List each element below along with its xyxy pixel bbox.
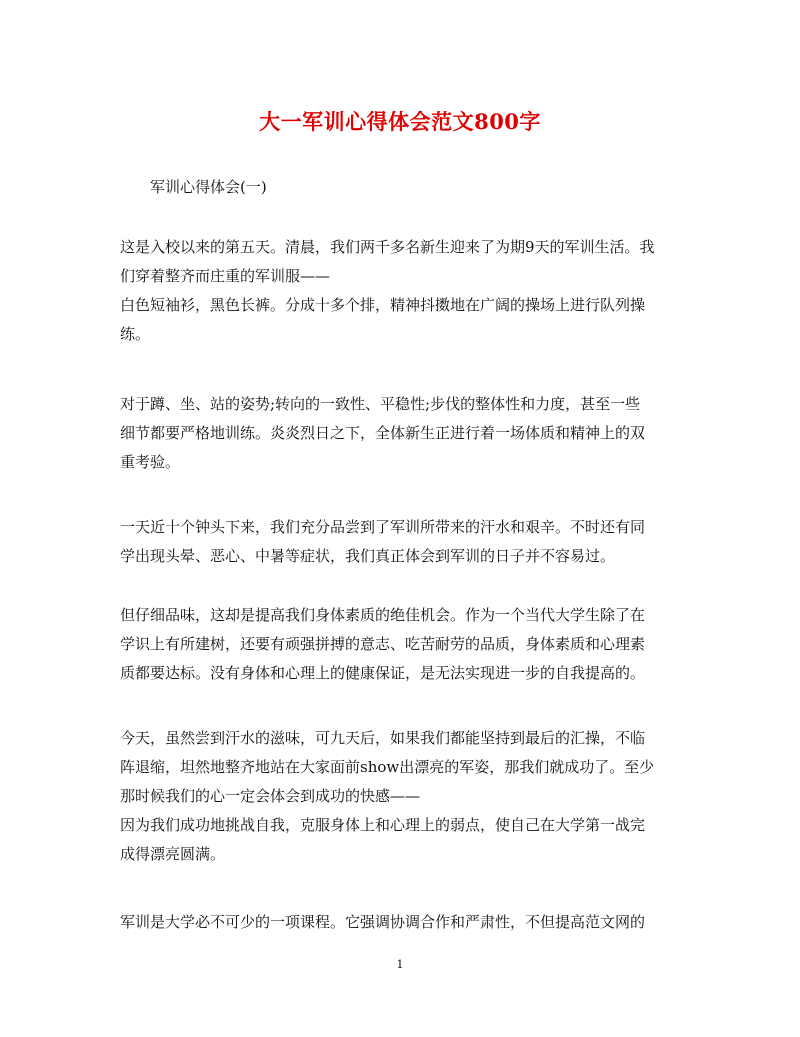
- page-number: 1: [396, 958, 404, 971]
- paragraph-line: 军训是大学必不可少的一项课程。它强调协调合作和严肃性，不但提高范文网的: [120, 913, 646, 931]
- paragraph-line: 今天，虽然尝到汗水的滋味，可九天后，如果我们都能坚持到最后的汇操，不临: [120, 729, 646, 747]
- paragraph-2: [120, 390, 690, 477]
- paragraph-line: 学出现头晕、恶心、中暑等症状，我们真正体会到军训的日子并不容易过。: [120, 547, 616, 565]
- paragraph-line: 重考验。: [120, 453, 181, 471]
- paragraph-1: [120, 233, 690, 349]
- paragraph-line: 白色短袖衫，黑色长裤。分成十多个排，精神抖擞地在广阔的操场上进行队列操: [120, 296, 646, 314]
- paragraph-6: [120, 908, 690, 937]
- document-title: 大一军训心得体会范文800字: [259, 109, 541, 134]
- paragraph-line: 阵退缩，坦然地整齐地站在大家面前show出漂亮的军姿，那我们就成功了。至少: [120, 758, 655, 776]
- paragraph-line: 一天近十个钟头下来，我们充分品尝到了军训所带来的汗水和艰辛。不时还有同: [120, 518, 646, 536]
- paragraph-line: 对于蹲、坐、站的姿势;转向的一致性、平稳性;步伐的整体性和力度，甚至一些: [120, 395, 641, 413]
- paragraph-3: [120, 513, 690, 571]
- paragraph-5: [120, 724, 690, 869]
- paragraph-line: 练。: [120, 325, 151, 343]
- section-subheading: 军训心得体会(一): [150, 178, 267, 196]
- paragraph-line: 成得漂亮圆满。: [120, 845, 226, 863]
- paragraph-line: 细节都要严格地训练。炎炎烈日之下，全体新生正进行着一场体质和精神上的双: [120, 424, 646, 442]
- paragraph-line: 学识上有所建树，还要有顽强拼搏的意志、吃苦耐劳的品质，身体素质和心理素: [120, 635, 646, 653]
- paragraph-line: 们穿着整齐而庄重的军训服——: [120, 267, 331, 285]
- paragraph-line: 因为我们成功地挑战自我，克服身体上和心理上的弱点，使自己在大学第一战完: [120, 816, 646, 834]
- paragraph-4: [120, 601, 690, 688]
- paragraph-line: 质都要达标。没有身体和心理上的健康保证，是无法实现进一步的自我提高的。: [120, 664, 646, 682]
- paragraph-line: 但仔细品味，这却是提高我们身体素质的绝佳机会。作为一个当代大学生除了在: [120, 606, 646, 624]
- paragraph-line: 这是入校以来的第五天。清晨，我们两千多名新生迎来了为期9天的军训生活。我: [120, 238, 655, 256]
- paragraph-line: 那时候我们的心一定会体会到成功的快感——: [120, 787, 421, 805]
